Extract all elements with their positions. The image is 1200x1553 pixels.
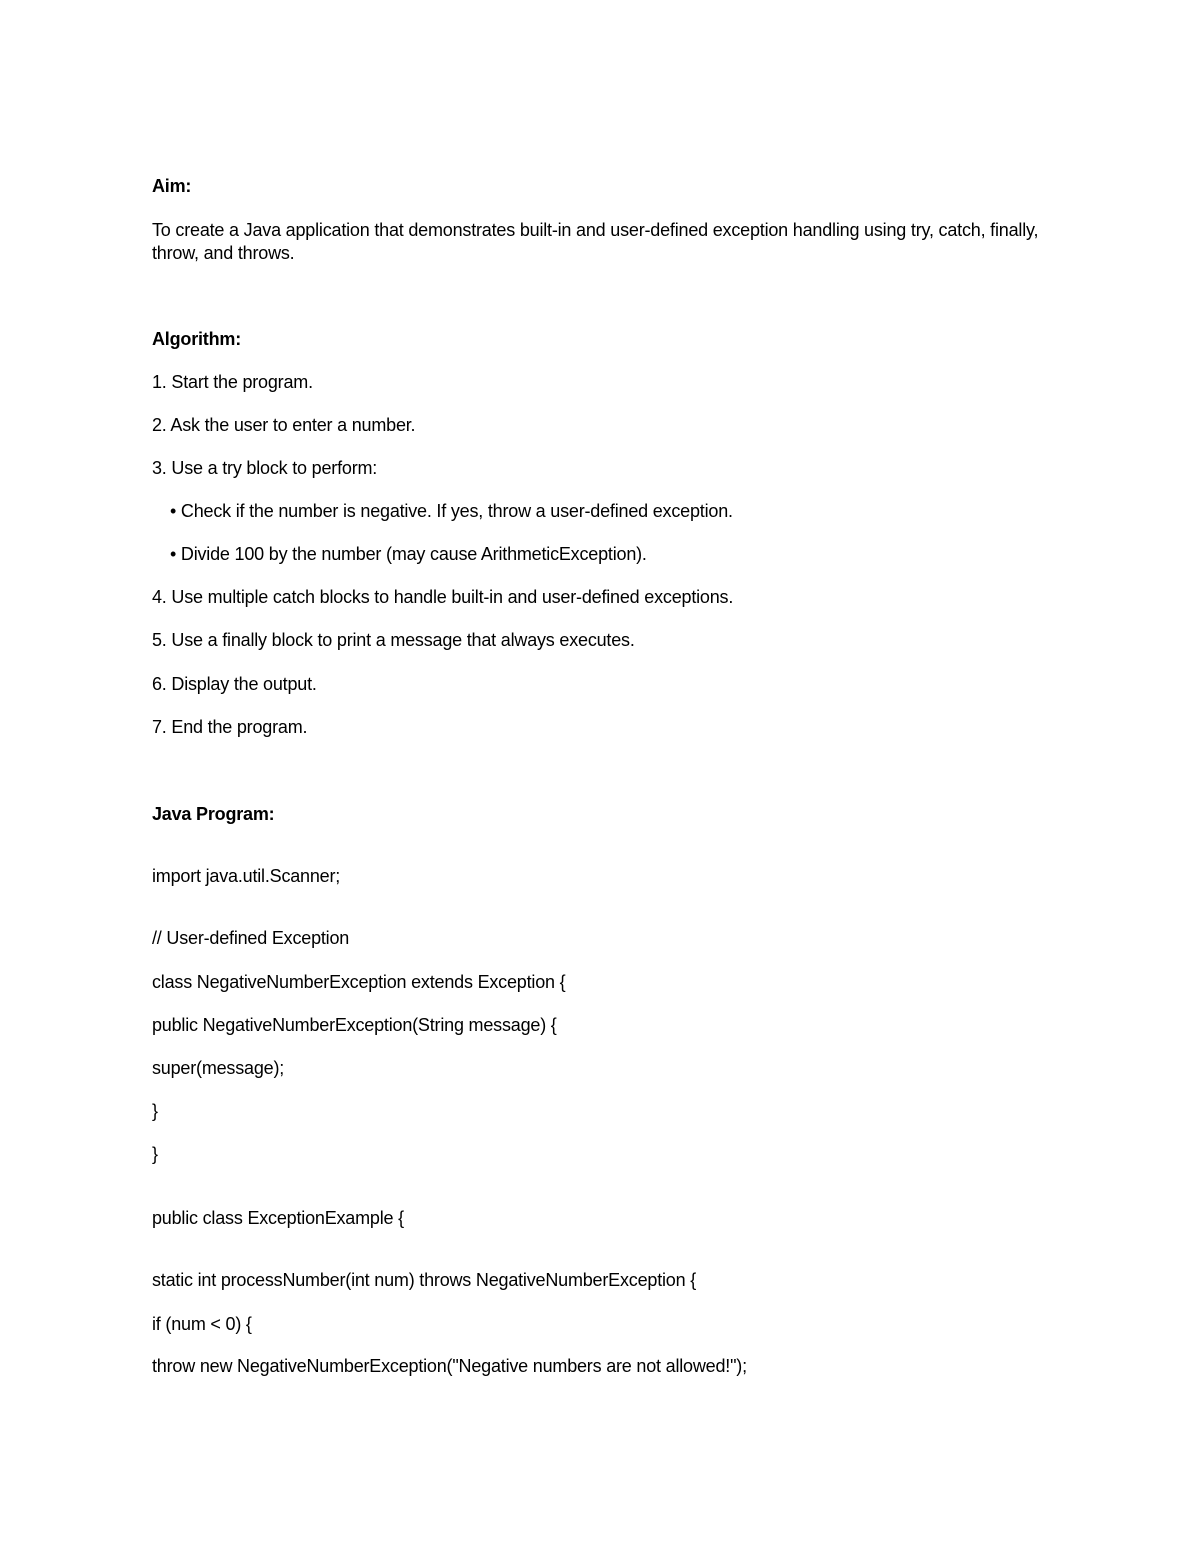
algorithm-step: 3. Use a try block to perform: — [152, 458, 378, 478]
code-line: public NegativeNumberException(String message) { — [152, 1015, 557, 1035]
code-line: class NegativeNumberException extends Exception { — [152, 972, 566, 992]
algorithm-substep: • Divide 100 by the number (may cause ArithmeticException). — [170, 544, 647, 564]
algorithm-step: 7. End the program. — [152, 717, 308, 737]
program-heading: Java Program: — [152, 804, 275, 824]
algorithm-step: 2. Ask the user to enter a number. — [152, 415, 416, 435]
code-line: // User-defined Exception — [152, 928, 350, 948]
algorithm-step: 5. Use a finally block to print a message that always executes. — [152, 630, 635, 650]
algorithm-step: 1. Start the program. — [152, 372, 313, 392]
code-line: static int processNumber(int num) throws NegativeNumberException { — [152, 1270, 697, 1290]
aim-text: To create a Java application that demonstrates built-in and user-defined exception handling using try, catch, finally, throw, and throws. — [152, 220, 1039, 263]
algorithm-step: 4. Use multiple catch blocks to handle built-in and user-defined exceptions. — [152, 587, 734, 607]
algorithm-step: 6. Display the output. — [152, 674, 317, 694]
code-line: } — [152, 1101, 158, 1121]
code-line: } — [152, 1144, 158, 1164]
code-line: if (num < 0) { — [152, 1314, 252, 1334]
code-line: super(message); — [152, 1058, 285, 1078]
aim-heading: Aim: — [152, 176, 192, 196]
algorithm-substep: • Check if the number is negative. If yes, throw a user-defined exception. — [170, 501, 733, 521]
code-line: public class ExceptionExample { — [152, 1208, 404, 1228]
code-line: import java.util.Scanner; — [152, 866, 341, 886]
code-line: throw new NegativeNumberException("Negative numbers are not allowed!"); — [152, 1356, 747, 1376]
algorithm-heading: Algorithm: — [152, 329, 241, 349]
